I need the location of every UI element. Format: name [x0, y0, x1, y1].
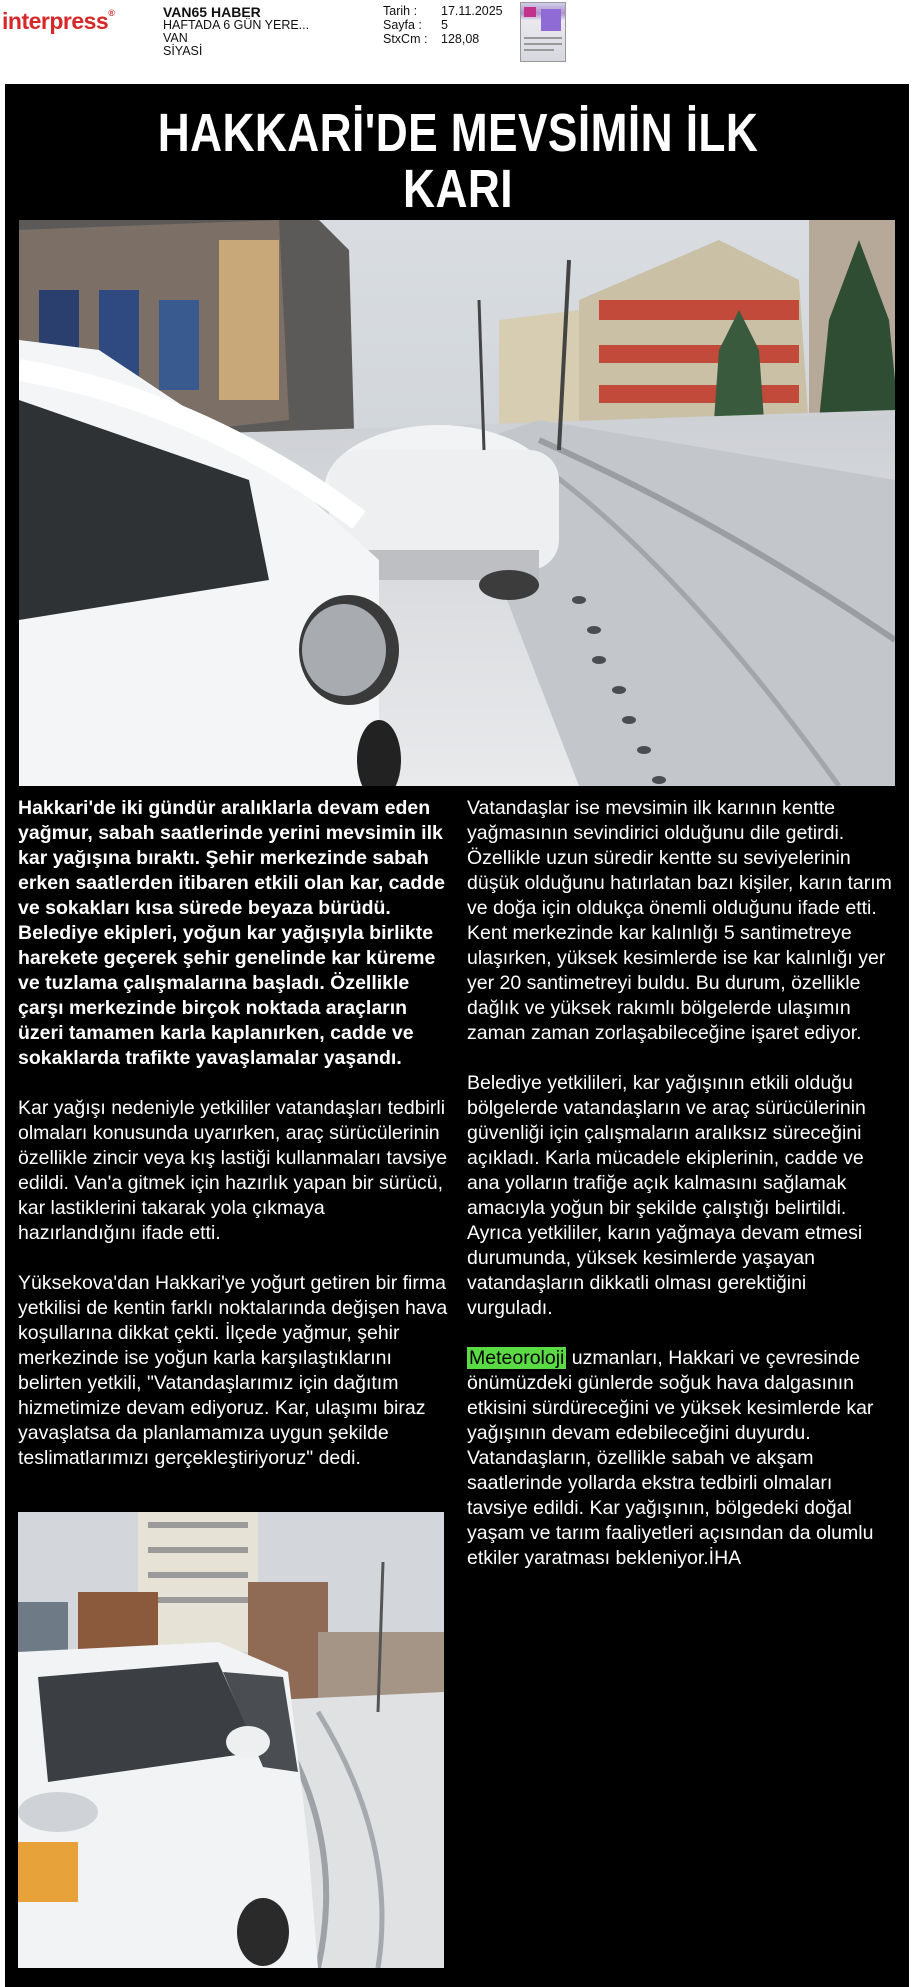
article-paragraph-6 — [467, 1346, 897, 1571]
date-label: Tarih : — [383, 4, 418, 18]
size-label: StxCm : — [383, 32, 428, 46]
interpress-logo: interpress® — [2, 8, 115, 34]
clipping-header — [0, 0, 914, 80]
date-value: 17.11.2025 — [441, 4, 503, 18]
article-paragraph-3: Yüksekova'dan Hakkari'ye yoğurt getiren bir firma yetkilisi de kentin farklı noktalarında değişen hava koşullarına dikkat çekti. İlçede yağmur, şehir merkezinde ise yoğun karla karşılaştıklarını belirten yetkili, "Vatandaşlarımız için dağıtım hizmetimize devam ediyoruz. Kar, ulaşımı biraz yavaşlatsa da planlamamıza uygun şekilde teslimatlarımızı gerçekleştiriyoruz" dedi. — [18, 1272, 448, 1469]
article-paragraph-4: Vatandaşlar ise mevsimin ilk karının kentte yağmasının sevindirici olduğunu dile getirdi. Özellikle uzun süredir kentte su seviyelerinin düşük olduğunu hatırlatan bazı kişiler, karın tarım ve doğa için oldukça önemli olduğunu ifade etti. Kent merkezinde kar kalınlığı 5 santimetreye ulaşırken, yüksek kesimlerde ise kar kalınlığı yer yer 20 santimetreyi buldu. Bu durum, özellikle dağlık ve yüksek rakımlı bölgelerde ulaşımın zaman zaman zorlaşabileceğine işaret ediyor. — [467, 797, 892, 1044]
article-paragraph-6-text: uzmanları, Hakkari ve çevresinde önümüzdeki günlerde soğuk hava dalgasının etkisini sürdüreceğini ve yüksek kesimlerde kar yağışının devam edebileceğini duyurdu. Vatandaşların, özellikle sabah ve akşam saatlerinde yollarda ekstra tedbirli olmaları tavsiye edildi. Kar yağışının, bölgedeki doğal yaşam ve tarım faaliyetleri açısından da olumlu etkiler yaratması bekleniyor.İHA — [467, 1347, 874, 1569]
page-thumbnail[interactable] — [520, 2, 566, 62]
article-lead: Hakkari'de iki gündür aralıklarla devam eden yağmur, sabah saatlerinde yerini mevsimin ilk kar yağışına bıraktı. Şehir merkezinde sabah erken saatlerden itibaren etkili olan kar, cadde ve sokakları kısa sürede beyaza bürüdü. Belediye ekipleri, yoğun kar yağışıyla birlikte harekete geçerek şehir genelinde kar küreme ve tuzlama çalışmalarına başladı. Özellikle çarşı merkezinde birçok noktada araçların üzeri tamamen karla kaplanırken, cadde ve sokaklarda trafikte yavaşlamalar yaşandı. — [18, 797, 446, 1069]
article-column-left — [18, 796, 448, 1496]
page-label: Sayfa : — [383, 18, 422, 32]
size-value: 128,08 — [441, 32, 480, 46]
article-paragraph-5: Belediye yetkilileri, kar yağışının etkili olduğu bölgelerde vatandaşların ve araç sürücülerinin güvenliği için çalışmaların aralıksız süreceğini açıkladı. Karla mücadele ekiplerinin, cadde ve ana yolların trafiğe açık kalmasını sağlamak amacıyla yoğun bir şekilde çalıştığı belirtildi. Ayrıca yetkililer, karın yağmaya devam etmesi durumunda, yüksek kesimlerde yaşayan vatandaşların dikkatli olması gerektiğini vurguladı. — [467, 1072, 866, 1319]
snowy-car-photo — [18, 1512, 444, 1968]
article-column-right — [467, 796, 897, 1596]
page-value: 5 — [441, 18, 448, 32]
article-paragraph-2: Kar yağışı nedeniyle yetkililer vatandaşları tedbirli olmaları konusunda uyarırken, araç sürücülerinin özellikle zincir veya kış lastiği kullanmaları tavsiye edildi. Van'a gitmek için hazırlık yapan bir sürücü, kar lastiklerini takarak yola çıkmaya hazırlandığını ifade etti. — [18, 1097, 448, 1244]
publication-info — [163, 6, 309, 58]
snowy-street-photo — [19, 220, 895, 786]
publication-city: VAN — [163, 31, 188, 45]
publication-section: SİYASİ — [163, 44, 203, 58]
clipping-meta — [383, 4, 503, 46]
meteoroloji-highlight[interactable]: Meteoroloji — [469, 1347, 565, 1369]
publication-name: VAN65 HABER — [163, 4, 261, 20]
publication-frequency: HAFTADA 6 GÜN YERE... — [163, 18, 310, 32]
headline-line-1: HAKKARİ'DE MEVSİMİN İLK KARI — [157, 103, 759, 219]
